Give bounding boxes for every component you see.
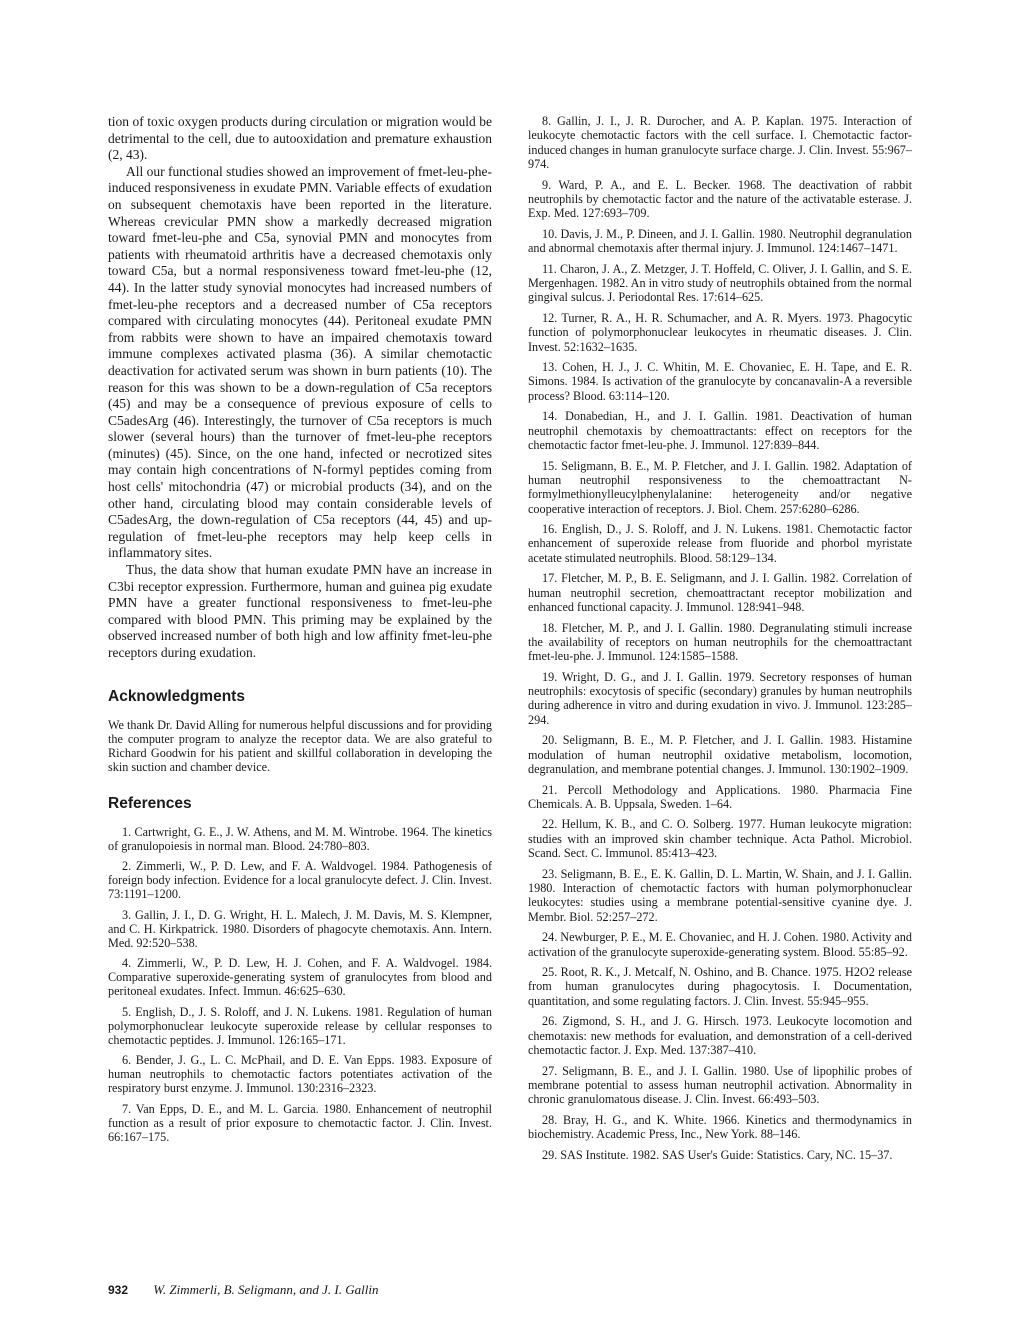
acknowledgments-text: We thank Dr. David Alling for numerous helpful discussions and for providing the computer program to analyze the receptor data. We are also grateful to Richard Goodwin for his patient and skillful collaboration in developing the skin suction and chamber device. xyxy=(108,717,492,775)
reference-item: 16. English, D., J. S. Roloff, and J. N. Lukens. 1981. Chemotactic factor enhancement of superoxide release from fluoride and phorbol myristate acetate stimulated neutrophils. Blood. 58:129–134. xyxy=(528,522,912,565)
reference-item: 13. Cohen, H. J., J. C. Whitin, M. E. Chovaniec, E. H. Tape, and E. R. Simons. 1984. Is activation of the granulocyte by concanavalin-A a reversible process? Blood. 63:114–120. xyxy=(528,360,912,403)
reference-item: 4. Zimmerli, W., P. D. Lew, H. J. Cohen, and F. A. Waldvogel. 1984. Comparative superoxide-generating system of granulocytes from blood and peritoneal exudates. Infect. Immun. 46:625–630. xyxy=(108,956,492,999)
reference-item: 1. Cartwright, G. E., J. W. Athens, and M. M. Wintrobe. 1964. The kinetics of granulopoiesis in normal man. Blood. 24:780–803. xyxy=(108,824,492,853)
reference-item: 24. Newburger, P. E., M. E. Chovaniec, and H. J. Cohen. 1980. Activity and activation of the granulocyte superoxide-generating system. Blood. 55:85–92. xyxy=(528,930,912,959)
reference-item: 6. Bender, J. G., L. C. McPhail, and D. E. Van Epps. 1983. Exposure of human neutrophils to chemotactic factors potentiates activation of the respiratory burst enzyme. J. Immunol. 130:2316–2323. xyxy=(108,1053,492,1096)
reference-item: 17. Fletcher, M. P., B. E. Seligmann, and J. I. Gallin. 1982. Correlation of human neutrophil secretion, chemoattractant receptor mobilization and enhanced functional capacity. J. Immunol. 128:941–948. xyxy=(528,571,912,614)
reference-item: 26. Zigmond, S. H., and J. G. Hirsch. 1973. Leukocyte locomotion and chemotaxis: new methods for evaluation, and demonstration of a cell-derived chemotactic factor. J. Exp. Med. 137:387–410. xyxy=(528,1014,912,1057)
reference-item: 19. Wright, D. G., and J. I. Gallin. 1979. Secretory responses of human neutrophils: exocytosis of specific (secondary) granules by human neutrophils during adherence in vitro and during exudation in vivo. J. Immunol. 123:285–294. xyxy=(528,669,912,727)
reference-item: 18. Fletcher, M. P., and J. I. Gallin. 1980. Degranulating stimuli increase the availability of receptors on human neutrophils for the chemoattractant fmet-leu-phe. J. Immunol. 124:1585–1588. xyxy=(528,620,912,664)
body-paragraph: tion of toxic oxygen products during circulation or migration would be detrimental to the cell, due to autooxidation and premature exhaustion (2, 43). xyxy=(108,114,492,163)
reference-item: 23. Seligmann, B. E., E. K. Gallin, D. L. Martin, W. Shain, and J. I. Gallin. 1980. Interaction of chemotactic factors with human polymorphonuclear leukocytes: studies using a membrane potential-sensitive cyanine dye. J. Membr. Biol. 52:257–272. xyxy=(528,866,912,924)
reference-item: 21. Percoll Methodology and Applications. 1980. Pharmacia Fine Chemicals. A. B. Uppsala, Sweden. 1–64. xyxy=(528,782,912,811)
reference-item: 9. Ward, P. A., and E. L. Becker. 1968. The deactivation of rabbit neutrophils by chemotactic factor and the nature of the activatable esterase. J. Exp. Med. 127:693–709. xyxy=(528,177,912,221)
page-footer xyxy=(108,1282,378,1298)
reference-item: 29. SAS Institute. 1982. SAS User's Guide: Statistics. Cary, NC. 15–37. xyxy=(542,1147,893,1162)
references-list-right xyxy=(528,114,912,1162)
page-number: 932 xyxy=(108,1283,129,1297)
reference-item: 27. Seligmann, B. E., and J. I. Gallin. 1980. Use of lipophilic probes of membrane potential to assess human neutrophil activation. Abnormality in chronic granulomatous disease. J. Clin. Invest. 66:493–503. xyxy=(528,1063,912,1107)
reference-item: 22. Hellum, K. B., and C. O. Solberg. 1977. Human leukocyte migration: studies with an improved skin chamber technique. Acta Pathol. Microbiol. Scand. Sect. C. Immunol. 85:413–423. xyxy=(528,817,912,861)
reference-item: 14. Donabedian, H., and J. I. Gallin. 1981. Deactivation of human neutrophil chemotaxis by chemoattractants: effect on receptors for the chemotactic factor fmet-leu-phe. J. Immunol. 127:839–844. xyxy=(528,409,912,452)
right-column xyxy=(528,114,912,1168)
reference-item: 15. Seligmann, B. E., M. P. Fletcher, and J. I. Gallin. 1982. Adaptation of human neutrophil responsiveness to the chemoattractant N-formylmethionylleucylphenylalanine: heterogeneity and/or negative cooperative interaction of receptors. J. Biol. Chem. 257:6280–6286. xyxy=(528,458,912,516)
reference-item: 28. Bray, H. G., and K. White. 1966. Kinetics and thermodynamics in biochemistry. Academic Press, Inc., New York. 88–146. xyxy=(528,1112,912,1142)
reference-item: 2. Zimmerli, W., P. D. Lew, and F. A. Waldvogel. 1984. Pathogenesis of foreign body infection. Evidence for a local granulocyte defect. J. Clin. Invest. 73:1191–1200. xyxy=(108,859,492,902)
reference-item: 10. Davis, J. M., P. Dineen, and J. I. Gallin. 1980. Neutrophil degranulation and abnormal chemotaxis after thermal injury. J. Immunol. 124:1467–1471. xyxy=(528,226,912,256)
reference-item: 8. Gallin, J. I., J. R. Durocher, and A. P. Kaplan. 1975. Interaction of leukocyte chemotactic factors with the cell surface. I. Chemotactic factor-induced changes in human granulocyte surface charge. J. Clin. Invest. 55:967–974. xyxy=(528,114,912,172)
reference-item: 3. Gallin, J. I., D. G. Wright, H. L. Malech, J. M. Davis, M. S. Klempner, and C. H. Kirkpatrick. 1980. Disorders of phagocyte chemotaxis. Ann. Intern. Med. 92:520–538. xyxy=(108,907,492,950)
references-list-left xyxy=(108,825,492,1144)
references-heading: References xyxy=(108,794,192,812)
reference-item: 11. Charon, J. A., Z. Metzger, J. T. Hoffeld, C. Oliver, J. I. Gallin, and S. E. Mergenhagen. 1982. An in vitro study of neutrophils obtained from the normal gingival sulcus. J. Periodontal Res. 17:614–625. xyxy=(528,261,912,305)
running-footer-authors: W. Zimmerli, B. Seligmann, and J. I. Gallin xyxy=(153,1282,379,1297)
reference-item: 7. Van Epps, D. E., and M. L. Garcia. 1980. Enhancement of neutrophil function as a result of prior exposure to chemotactic factor. J. Clin. Invest. 66:167–175. xyxy=(108,1101,492,1144)
body-paragraph: Thus, the data show that human exudate PMN have an increase in C3bi receptor expression. Furthermore, human and guinea pig exudate PMN have a greater functional responsiveness to fmet-leu-phe compared with blood PMN. This priming may be explained by the observed increased number of both high and low affinity fmet-leu-phe receptors during exudation. xyxy=(108,562,492,660)
body-paragraph: All our functional studies showed an improvement of fmet-leu-phe-induced responsiveness in exudate PMN. Variable effects of exudation on subsequent chemotaxis have been reported in the literature. Whereas crevicular PMN show a markedly decreased migration toward fmet-leu-phe and C5a, synovial PMN and monocytes from patients with rheumatoid arthritis have a decreased chemotaxis only toward C5a, but a normal responsiveness toward fmet-leu-phe (12, 44). In the latter study synovial monocytes had increased numbers of fmet-leu-phe receptors and a decreased number of C5a receptors compared with circulating monocytes (44). Peritoneal exudate PMN from rabbits were shown to have an impaired chemotaxis toward immune complexes activated plasma (36). A similar chemotactic deactivation for activated serum was shown in burn patients (10). The reason for this was shown to be a down-regulation of C5a receptors (45) and may be a consequence of previous exposure of cells to C5adesArg (46). Interestingly, the turnover of C5a receptors is much slower (several hours) than the turnover of fmet-leu-phe receptors (minutes) (45). Since, on the one hand, infected or necrotized sites may contain high concentrations of N-formyl peptides coming from host cells' mitochondria (47) or microbial products (34), and on the other hand, circulating blood may contain considerable levels of C5adesArg, the down-regulation of C5a receptors (44, 45) and up-regulation of fmet-leu-phe receptors may help keep cells in inflammatory sites. xyxy=(108,163,492,561)
reference-item: 12. Turner, R. A., H. R. Schumacher, and A. R. Myers. 1973. Phagocytic function of polymorphonuclear leukocytes in rheumatic diseases. J. Clin. Invest. 52:1632–1635. xyxy=(528,310,912,354)
reference-item: 5. English, D., J. S. Roloff, and J. N. Lukens. 1981. Regulation of human polymorphonuclear leukocyte superoxide release by cellular responses to chemotactic peptides. J. Immunol. 126:165–171. xyxy=(108,1004,492,1047)
left-column xyxy=(108,114,492,1150)
reference-item: 20. Seligmann, B. E., M. P. Fletcher, and J. I. Gallin. 1983. Histamine modulation of human neutrophil oxidative metabolism, locomotion, degranulation, and membrane potential changes. J. Immunol. 130:1902–1909. xyxy=(528,733,912,776)
acknowledgments-heading: Acknowledgments xyxy=(108,687,245,705)
reference-item: 25. Root, R. K., J. Metcalf, N. Oshino, and B. Chance. 1975. H2O2 release from human granulocytes during phagocytosis. I. Documentation, quantitation, and some regulating factors. J. Clin. Invest. 55:945–955. xyxy=(528,965,912,1008)
